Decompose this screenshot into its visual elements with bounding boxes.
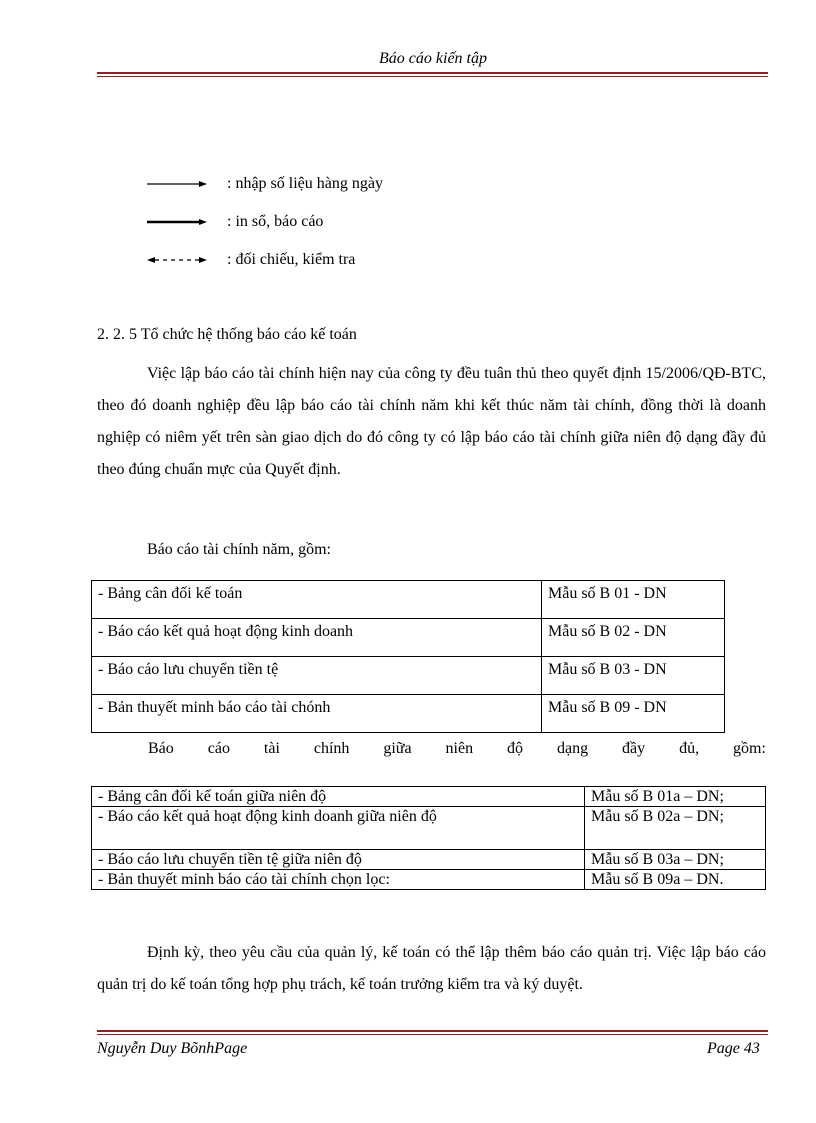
report-name-cell: - Báo cáo lưu chuyển tiền tệ giữa niên độ (92, 850, 585, 870)
report-form-cell: Mẫu số B 03a – DN; (585, 850, 766, 870)
report-form-cell: Mẫu số B 01a – DN; (585, 787, 766, 807)
interim-intro-word: đầy (622, 740, 646, 757)
table-row (92, 581, 725, 619)
footer-rule-thin (97, 1034, 768, 1035)
report-name-cell: - Báo cáo kết quả hoạt động kinh doanh (92, 619, 542, 657)
interim-intro-word: đủ, (679, 740, 700, 757)
table-row (92, 657, 725, 695)
report-name-cell: - Bảng cân đối kế toán (92, 581, 542, 619)
interim-intro-word: dạng (556, 740, 589, 757)
header-rule (97, 72, 768, 74)
dashed-double-arrow-icon (147, 254, 207, 266)
interim-intro-word: tài (263, 740, 280, 757)
report-name-cell: - Bảng cân đối kế toán giữa niên độ (92, 787, 585, 807)
legend-item-print (147, 212, 323, 232)
table-row (92, 850, 766, 870)
report-form-cell: Mẫu số B 09 - DN (542, 695, 725, 733)
table-row (92, 695, 725, 733)
report-name-cell: - Báo cáo kết quả hoạt động kinh doanh giữa niên độ (92, 807, 585, 850)
annual-intro: Báo cáo tài chính năm, gồm: (147, 541, 331, 558)
section-heading: 2. 2. 5 Tổ chức hệ thống báo cáo kế toán (97, 326, 357, 343)
interim-intro-word: cáo (207, 740, 230, 757)
annual-report-table (91, 580, 725, 733)
interim-intro-word: độ (507, 740, 524, 757)
interim-intro-word: Báo (148, 740, 174, 757)
page-header-title: Báo cáo kiến tập (379, 50, 487, 67)
solid-arrow-icon (147, 178, 207, 190)
legend-label: : in sổ, báo cáo (227, 213, 324, 230)
interim-intro-word: chính (313, 740, 350, 757)
interim-intro-word: niên (445, 740, 474, 757)
legend-item-daily-entry (147, 174, 383, 194)
report-form-cell: Mẫu số B 09a – DN. (585, 870, 766, 890)
header-rule-thin (97, 76, 768, 77)
paragraph-intro: Việc lập báo cáo tài chính hiện nay của công ty đều tuân thủ theo quyết định 15/2006/QĐ-BTC, theo đó doanh nghiệp đều lập báo cáo tài chính năm khi kết thúc năm tài chính, đồng thời là doanh nghiệp có niêm yết trên sàn giao dịch do đó công ty có lập báo cáo tài chính giữa niên độ dạng đầy đủ theo đúng chuẩn mực của Quyết định. (97, 365, 766, 478)
report-name-cell: - Bản thuyết minh báo cáo tài chính chọn lọc: (92, 870, 585, 890)
report-form-cell: Mẫu số B 02 - DN (542, 619, 725, 657)
interim-intro-word: giữa (383, 740, 412, 757)
page-number: Page 43 (707, 1040, 760, 1057)
paragraph-management: Định kỳ, theo yêu cầu của quản lý, kế toán có thể lập thêm báo cáo quản trị. Việc lập báo cáo quản trị do kế toán tổng hợp phụ trách, kế toán trưởng kiểm tra và ký duyệt. (97, 944, 766, 993)
table-row (92, 619, 725, 657)
interim-intro (97, 740, 766, 758)
footer-author: Nguyễn Duy BõnhPage (97, 1040, 248, 1057)
interim-intro-word: gồm: (733, 740, 766, 757)
legend-item-check (147, 250, 355, 270)
legend-label: : nhập số liệu hàng ngày (227, 175, 383, 192)
report-form-cell: Mẫu số B 02a – DN; (585, 807, 766, 850)
table-row (92, 870, 766, 890)
report-form-cell: Mẫu số B 03 - DN (542, 657, 725, 695)
legend-label: : đối chiếu, kiểm tra (227, 251, 356, 268)
report-name-cell: - Bản thuyết minh báo cáo tài chónh (92, 695, 542, 733)
table-row (92, 807, 766, 850)
report-name-cell: - Báo cáo lưu chuyển tiền tệ (92, 657, 542, 695)
report-form-cell: Mẫu số B 01 - DN (542, 581, 725, 619)
table-row (92, 787, 766, 807)
footer-rule (97, 1030, 768, 1032)
bold-arrow-icon (147, 216, 207, 228)
interim-report-table (91, 786, 766, 890)
